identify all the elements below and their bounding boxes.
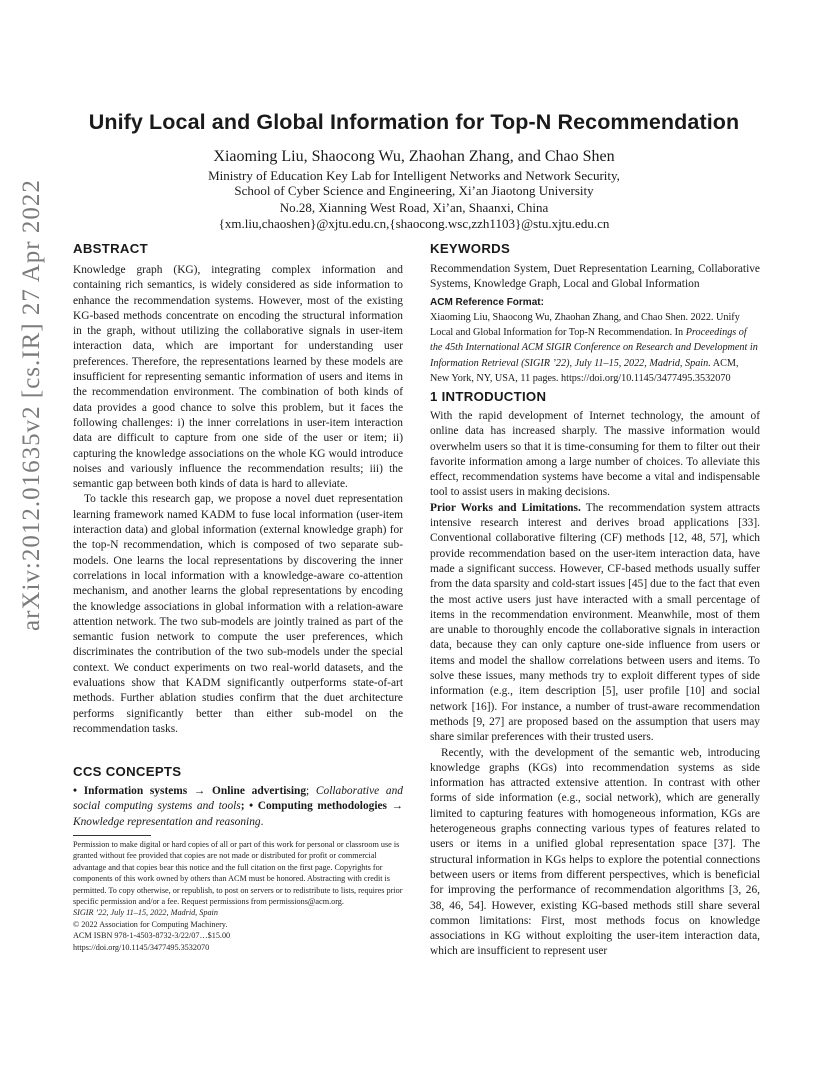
keywords-list: Recommendation System, Duet Representation Learning, Collaborative Systems, Knowledge Graph, Local and Global Information	[430, 263, 760, 291]
footnote-permission: Permission to make digital or hard copies of all or part of this work for personal or classroom use is granted without fee provided that copies are not made or distributed for profit or commercial advantage and that copies bear this notice and the full citation on the first page. Copyrights for components of this work owned by others than ACM must be honored. Abstracting with credit is permitted. To copy otherwise, or republish, to post on servers or to redistribute to lists, requires prior specific permission and/or a fee. Request permissions from permissions@acm.org.	[73, 840, 403, 907]
affiliation-line: Ministry of Education Key Lab for Intelligent Networks and Network Security,	[208, 168, 620, 183]
keywords-heading: KEYWORDS	[430, 241, 511, 256]
intro-paragraph: With the rapid development of Internet technology, the amount of online data has increased sharply. The massive information would overwhelm users so that it is time-consuming for them to filter out their favorite information among a large number of choices. To alleviate this effect, recommendation systems have become a vital and indispensable tool to assist users in making decisions.	[430, 410, 760, 499]
affiliation-line: No.28, Xianning West Road, Xi’an, Shaanxi, China	[279, 200, 549, 215]
footnote-copyright: © 2022 Association for Computing Machinery.	[73, 919, 228, 929]
footnote-isbn: ACM ISBN 978-1-4503-8732-3/22/07…$15.00	[73, 931, 231, 941]
affiliation-email: {xm.liu,chaoshen}@xjtu.edu.cn,{shaocong.wsc,zzh1103}@stu.xjtu.edu.cn	[218, 216, 610, 231]
acm-reference	[430, 310, 760, 386]
ccs-term: • Information systems → Online advertising	[73, 785, 307, 797]
ccs-sep: ;	[306, 785, 316, 797]
intro-paragraph	[430, 501, 760, 746]
ccs-heading: CCS CONCEPTS	[73, 764, 182, 779]
footnote-venue: SIGIR ’22, July 11–15, 2022, Madrid, Spain	[73, 908, 218, 918]
abstract-paragraph: Knowledge graph (KG), integrating complex information and containing rich semantics, is widely considered as side information to enhance the recommendation systems. However, most of the existing KG-based methods concentrate on encoding the structural information in the graph, without utilizing the collaborative signals in user-item interaction data, which are important for understanding user preferences. Therefore, the representations learned by these models are insufficient for representing semantic information of users and items in the recommendation environment. The combination of both kinds of data provides a good chance to solve this problem, but it faces the following challenges: i) the inner correlations in user-item interaction data are difficult to capture from one side of the user or item; ii) capturing the knowledge associations on the whole KG would introduce noises and variously influence the recommendation results; iii) the semantic gap between both kinds of data is hard to alleviate.	[73, 264, 403, 491]
authors: Xiaoming Liu, Shaocong Wu, Zhaohan Zhang, and Chao Shen	[213, 148, 615, 165]
keywords-text	[430, 262, 760, 293]
intro-paragraph: Recently, with the development of the semantic web, introducing knowledge graphs (KGs) into recommendation systems as side information has attracted extensive attention. In contrast with other forms of side information (e.g., social network), which are generally limited to capturing features with homogeneous information, KGs are heterogeneous graphs connecting various types of features related to users or items in a unified global representation space [37]. The structural information in KGs helps to explore the potential connections between users or items from different perspectives, which is beneficial for improving the performance of recommendation algorithms [3, 26, 38, 46, 54]. However, existing KG-based methods still share several common limitations: First, most methods focus on knowledge associations in KG without exploiting the user-item interaction data, which are insufficient to represent user	[430, 746, 760, 958]
footnote-doi: https://doi.org/10.1145/3477495.3532070	[73, 942, 210, 952]
ccs-term: ; • Computing methodologies	[240, 800, 387, 813]
ccs-sep: .	[260, 815, 264, 828]
ccs-concepts	[73, 784, 403, 830]
acm-ref-heading: ACM Reference Format:	[430, 297, 544, 308]
ccs-arrow: →	[387, 800, 403, 813]
affiliation-line: School of Cyber Science and Engineering, Xi’an Jiaotong University	[234, 183, 594, 198]
arxiv-stamp: arXiv:2012.01635v2 [cs.IR] 27 Apr 2022	[18, 179, 45, 631]
intro-heading: 1 INTRODUCTION	[430, 389, 547, 404]
ccs-term: Collaborative and social computing systems and tools	[73, 785, 403, 813]
abstract-paragraph: To tackle this research gap, we propose a novel duet representation learning framework named KADM to fuse local information (user-item interaction data) and global information (external knowledge graph) for the top-N recommendation, which is composed of two separate sub-models. One learns the local representations by discovering the inner correlations in local information with a knowledge-aware co-attention mechanism, and another learns the global representations by encoding the knowledge associations in global information with a relation-aware attention network. The two sub-models are jointly trained as part of the semantic fusion network to compute the user preferences, which discriminates the contribution of the two sub-models under the special context. We conduct experiments on two real-world datasets, and the evaluations show that KADM significantly outperforms state-of-art methods. Further ablation studies confirm that the duet architecture performs significantly better than either sub-model on the recommendation tasks.	[73, 493, 403, 735]
ccs-term: Knowledge representation and reasoning	[73, 815, 261, 828]
intro-paragraph-text: The recommendation system attracts intensive research interest and derives broad applications [33]. Conventional collaborative filtering (CF) methods [12, 48, 57], which provide recommendation based on the user-item interaction data, have made a significant success. However, CF-based methods usually suffer from the data sparsity and cold-start issues [45] due to the fact that even the most active users just have interacted with a small percentage of items in the recommendation environment. Meanwhile, most of them are unable to thoroughly encode the collaborative signals in interaction data, because they can only capture one-side influence from users or items and model the shallow correlations between users and items. To solve these issues, many methods try to exploit different types of side information (e.g., item description [5], user profile [10] and social network [16]). For instance, a number of trust-aware recommendation methods [9, 27] are proposed based on the assumption that users may share similar preferences with their trusted users.	[430, 501, 760, 744]
acm-ref-citation: Xiaoming Liu, Shaocong Wu, Zhaohan Zhang, and Chao Shen. 2022. Unify Local and Global Information for Top-N Recommendation. In	[430, 312, 740, 339]
abstract-body	[73, 263, 403, 737]
acm-ref-doi: ACM, New York, NY, USA, 11 pages. https://doi.org/10.1145/3477495.3532070	[430, 357, 739, 384]
acm-ref-proceedings: Proceedings of the 45th International ACM SIGIR Conference on Research and Development in Information Retrieval (SIGIR ’22), July 11–15, 2022, Madrid, Spain.	[430, 327, 758, 369]
abstract-heading: ABSTRACT	[73, 241, 148, 256]
copyright-footnote	[73, 839, 403, 953]
intro-body	[430, 409, 760, 960]
intro-run-in-heading: Prior Works and Limitations.	[430, 501, 581, 514]
footnote-rule	[73, 835, 151, 836]
paper-title: Unify Local and Global Information for Top-N Recommendation	[88, 110, 740, 134]
